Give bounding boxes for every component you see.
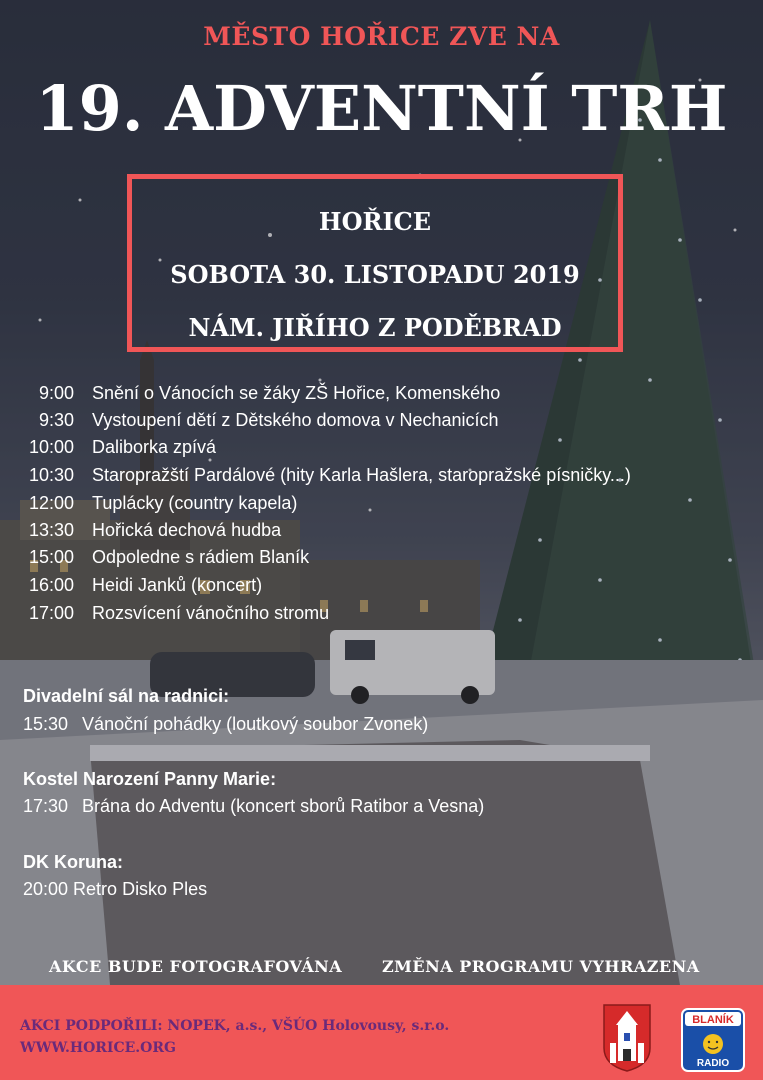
photo-note: AKCE BUDE FOTOGRAFOVÁNA	[49, 957, 343, 976]
schedule-time: 9:00	[38, 383, 74, 403]
schedule-desc: Tuplácky (country kapela)	[92, 493, 298, 513]
schedule-time: 17:00	[28, 603, 74, 623]
venue-event	[23, 796, 484, 817]
event-place: HOŘICE	[318, 207, 432, 236]
schedule-desc: Staropražští Pardálové (hity Karla Hašlera, staropražské písničky...)	[92, 465, 631, 485]
schedule-time: 12:00	[28, 493, 74, 513]
venue-desc: Brána do Adventu (koncert sborů Ratibor a Vesna)	[82, 796, 485, 816]
schedule-desc: Rozsvícení vánočního stromu	[92, 603, 330, 623]
schedule-time: 9:30	[38, 410, 74, 430]
schedule-time: 10:30	[28, 465, 74, 485]
schedule-desc: Odpoledne s rádiem Blaník	[92, 547, 310, 567]
schedule-desc: Snění o Vánocích se žáky ZŠ Hořice, Komenského	[92, 383, 501, 403]
event-location: NÁM. JIŘÍHO Z PODĚBRAD	[188, 313, 562, 342]
supertitle: MĚSTO HOŘICE ZVE NA	[203, 22, 560, 51]
venue-heading: Kostel Narození Panny Marie:	[23, 769, 277, 789]
schedule-time: 13:30	[28, 520, 74, 540]
schedule-time: 16:00	[28, 575, 74, 595]
venue-event	[23, 879, 207, 900]
venue-event	[23, 714, 428, 735]
schedule-desc: Vystoupení dětí z Dětského domova v Nechanicích	[92, 410, 499, 430]
schedule-desc: Hořická dechová hudba	[92, 520, 282, 540]
venue-heading: DK Koruna:	[23, 852, 123, 872]
radio-top-text: BLANÍK	[692, 1014, 734, 1026]
radio-bottom-text: RADIO	[696, 1058, 730, 1069]
program-change-note: ZMĚNA PROGRAMU VYHRAZENA	[382, 957, 700, 976]
venue-time: 17:30	[23, 796, 69, 816]
page-title: 19. ADVENTNÍ TRH	[35, 72, 728, 145]
sponsors-text: AKCI PODPOŘILI: NOPEK, a.s., VŠÚO Holovousy, s.r.o.	[20, 1018, 450, 1034]
website-link[interactable]: WWW.HORICE.ORG	[20, 1040, 176, 1056]
schedule-desc: Daliborka zpívá	[92, 437, 217, 457]
venue-time: 15:30	[23, 714, 69, 734]
event-info-box	[127, 174, 623, 352]
schedule-time: 15:00	[28, 547, 74, 567]
schedule-time: 10:00	[28, 437, 74, 457]
venue-time: 20:00	[23, 879, 69, 899]
venue-desc: Retro Disko Ples	[73, 879, 208, 899]
blanik-radio-logo-icon	[681, 1008, 745, 1072]
venue-heading: Divadelní sál na radnici:	[23, 686, 230, 706]
town-crest-icon	[602, 1003, 652, 1073]
schedule-desc: Heidi Janků (koncert)	[92, 575, 263, 595]
event-date: SOBOTA 30. LISTOPADU 2019	[170, 260, 580, 289]
venue-desc: Vánoční pohádky (loutkový soubor Zvonek)	[82, 714, 429, 734]
